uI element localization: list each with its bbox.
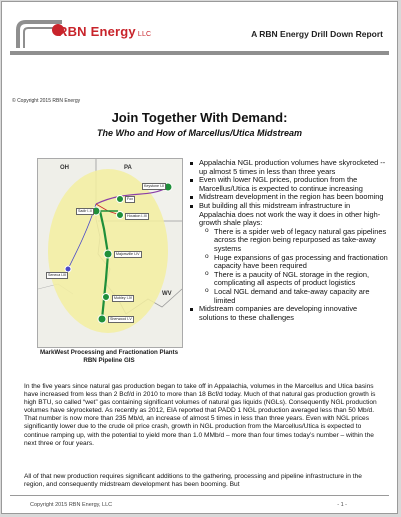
footer-rule (10, 495, 389, 496)
map-caption (26, 349, 192, 365)
map-caption-line1: MarkWest Processing and Fractionation Plants (39, 349, 179, 356)
state-label-wv: WV (162, 291, 172, 297)
map-caption-line2: RBN Pipeline GIS (83, 357, 135, 364)
header-rule (10, 51, 389, 55)
pipeline-map (37, 158, 183, 348)
page-subtitle: The Who and How of Marcellus/Utica Midstream (96, 128, 303, 138)
plant-label-fox: Fox (127, 197, 133, 201)
page-title: Join Together With Demand: (111, 110, 288, 125)
bullet-item: Midstream development in the region has been booming (190, 193, 388, 202)
plant-label-seneca: Seneca I-III (48, 273, 67, 277)
bullet-item: Even with lower NGL prices, production from the Marcellus/Utica is expected to continue increasing (190, 176, 388, 193)
plant-label-majorsville: Majorsville I-IV (116, 252, 140, 256)
plant-label-houston: Houston I-III (127, 214, 147, 218)
state-label-oh: OH (60, 165, 69, 171)
page-number: - 1 - (337, 502, 347, 508)
key-points (190, 159, 388, 322)
report-page (1, 1, 398, 514)
sub-bullet-item: o There is a paucity of NGL storage in the region, complicating all aspects of product logistics (205, 271, 388, 288)
plant-label-sadir: Sadir I-II (78, 209, 92, 213)
report-title: A RBN Energy Drill Down Report (251, 29, 383, 39)
brand-name: RBN Energy LLC (58, 24, 152, 39)
bullet-item: Midstream companies are developing innovative solutions to these challenges (190, 305, 388, 322)
bullet-text: But building all this midstream infrastructure in Appalachia does not work the way it does in other high-growth shale plays: (199, 200, 381, 228)
bullet-item (190, 202, 388, 305)
header-copyright: © Copyright 2015 RBN Energy (12, 98, 81, 104)
sub-bullet-item: o Local NGL demand and take-away capacity are limited (205, 288, 388, 305)
body-paragraph-2: All of that new production requires significant additions to the gathering, processing and pipeline infrastructure in the region, and consequently midstream development has been booming. But (24, 473, 362, 489)
footer-copyright: Copyright 2015 RBN Energy, LLC (30, 502, 113, 508)
bullet-item: Appalachia NGL production volumes have skyrocketed -- up almost 5 times in less than three years (190, 159, 388, 176)
plant-label-sherwood: Sherwood I-V (110, 317, 132, 321)
sub-bullet-item: o Huge expansions of gas processing and fractionation capacity have been required (205, 254, 388, 271)
state-label-pa: PA (124, 165, 132, 171)
plant-label-mobley: Mobley I-IV (114, 296, 133, 300)
body-paragraph-1: In the five years since natural gas production began to take off in Appalachia, volumes in the Marcellus and Utica basins have increased from less than 2 Bcf/d in 2010 to more than 18 Bcf/d today. Much of that natural gas production growth is high BTU, so called “wet” gas containing significant volumes of natural gas liquids (NGLs). Consequently NGL production volumes have skyrocketed. As recently as 2012, EIA reported that PADD 1 NGL production averaged less than 50 Mb/d. That number is now more than 235 Mb/d, an increase of almost 5 times in less than three years. Even with NGL prices significantly lower due to the crude oil price crash, growth in NGL production from the Marcellus/Utica is expected to continue ramping up, with the potential to yield more than 1.0 MMb/d – more than four times today’s number – within the next three or four years. (24, 383, 377, 447)
plant-label-keystone: Keystone I-II (144, 184, 165, 188)
sub-bullets (205, 228, 388, 305)
sub-bullet-item: o There is a spider web of legacy natural gas pipelines across the region being repurposed as take-away systems (205, 228, 388, 254)
